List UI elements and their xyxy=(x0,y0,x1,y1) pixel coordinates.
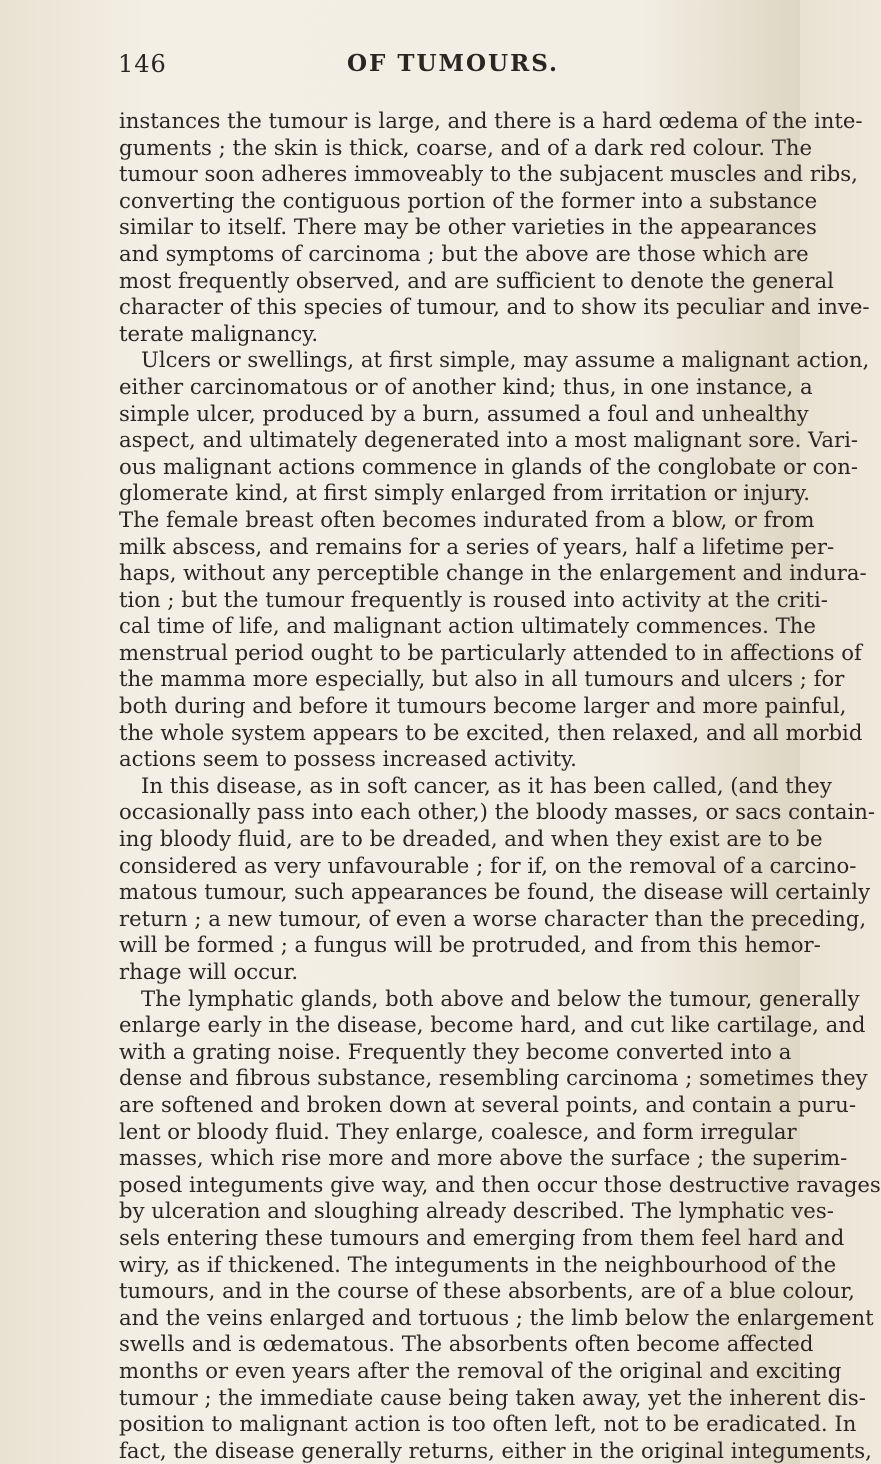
text-line: milk abscess, and remains for a series of years, half a lifetime per- xyxy=(119,533,835,559)
text-line: tumours, and in the course of these absorbents, are of a blue colour, xyxy=(119,1278,855,1304)
text-line: actions seem to possess increased activity. xyxy=(119,746,577,772)
text-line: the whole system appears to be excited, then relaxed, and all morbid xyxy=(119,719,863,745)
text-line: with a grating noise. Frequently they become converted into a xyxy=(119,1038,792,1064)
text-line: considered as very unfavourable ; for if, on the removal of a carcino- xyxy=(119,852,857,878)
text-line: rhage will occur. xyxy=(119,959,299,984)
text-line: fact, the disease generally returns, either in the original integuments, xyxy=(119,1437,872,1463)
text-line: tion ; but the tumour frequently is roused into activity at the criti- xyxy=(119,586,828,612)
text-line: Ulcers or swellings, at first simple, may assume a malignant action, xyxy=(141,347,870,373)
page-number: 146 xyxy=(118,50,167,78)
text-line: converting the contiguous portion of the former into a substance xyxy=(119,187,818,213)
text-line: are softened and broken down at several points, and contain a puru- xyxy=(119,1091,856,1117)
text-line: masses, which rise more and more above the surface ; the superim- xyxy=(119,1145,848,1171)
text-line: The lymphatic glands, both above and below the tumour, generally xyxy=(141,985,860,1011)
text-line: matous tumour, such appearances be found, the disease will certainly xyxy=(119,879,871,905)
text-line: by ulceration and sloughing already described. The lymphatic ves- xyxy=(119,1198,834,1224)
text-line: sels entering these tumours and emerging from them feel hard and xyxy=(119,1224,845,1250)
text-line: and symptoms of carcinoma ; but the above are those which are xyxy=(119,240,809,266)
text-line: either carcinomatous or of another kind; thus, in one instance, a xyxy=(119,373,813,399)
text-line: The female breast often becomes indurated from a blow, or from xyxy=(119,506,815,532)
text-line: instances the tumour is large, and there is a hard œdema of the inte- xyxy=(119,108,863,133)
text-line: swells and is œdematous. The absorbents often become affected xyxy=(119,1331,814,1357)
text-line: In this disease, as in soft cancer, as it has been called, (and they xyxy=(141,772,832,798)
running-head xyxy=(0,50,800,84)
text-line: dense and fibrous substance, resembling carcinoma ; sometimes they xyxy=(119,1065,868,1091)
text-line: the mamma more especially, but also in all tumours and ulcers ; for xyxy=(119,666,845,692)
text-line: menstrual period ought to be particularly attended to in affections of xyxy=(119,639,862,665)
text-line: and the veins enlarged and tortuous ; the limb below the enlargement xyxy=(119,1304,874,1330)
text-line: similar to itself. There may be other varieties in the appearances xyxy=(119,214,817,240)
text-line: most frequently observed, and are sufficient to denote the general xyxy=(119,267,834,293)
text-line: terate malignancy. xyxy=(119,320,319,346)
text-line: guments ; the skin is thick, coarse, and of a dark red colour. The xyxy=(119,134,813,160)
text-line: position to malignant action is too often left, not to be eradicated. In xyxy=(119,1411,857,1437)
running-title: OF TUMOURS. xyxy=(347,50,560,77)
text-line: simple ulcer, produced by a burn, assumed a foul and unhealthy xyxy=(119,400,809,426)
text-line: aspect, and ultimately degenerated into a most malignant sore. Vari- xyxy=(119,427,859,453)
text-line: tumour ; the immediate cause being taken away, yet the inherent dis- xyxy=(119,1384,866,1410)
text-line: glomerate kind, at first simply enlarged from irritation or injury. xyxy=(119,480,810,506)
text-line: character of this species of tumour, and to show its peculiar and inve- xyxy=(119,294,870,320)
text-line: lent or bloody fluid. They enlarge, coalesce, and form irregular xyxy=(119,1118,797,1144)
text-line: ous malignant actions commence in glands of the conglobate or con- xyxy=(119,453,859,479)
text-line: tumour soon adheres immoveably to the subjacent muscles and ribs, xyxy=(119,161,858,187)
text-line: both during and before it tumours become larger and more painful, xyxy=(119,693,847,719)
text-line: posed integuments give way, and then occur those destructive ravages xyxy=(119,1171,881,1197)
text-line: months or even years after the removal of the original and exciting xyxy=(119,1357,842,1383)
text-line: haps, without any perceptible change in the enlargement and indura- xyxy=(119,560,867,586)
text-line: cal time of life, and malignant action ultimately commences. The xyxy=(119,613,816,639)
body-text xyxy=(119,108,881,1464)
text-line: return ; a new tumour, of even a worse character than the preceding, xyxy=(119,905,867,931)
text-line: ing bloody fluid, are to be dreaded, and when they exist are to be xyxy=(119,826,823,852)
text-line: enlarge early in the disease, become hard, and cut like cartilage, and xyxy=(119,1012,866,1038)
text-line: will be formed ; a fungus will be protruded, and from this hemor- xyxy=(119,932,821,958)
text-line: wiry, as if thickened. The integuments in the neighbourhood of the xyxy=(119,1251,837,1277)
text-line: occasionally pass into each other,) the bloody masses, or sacs contain- xyxy=(119,799,876,825)
